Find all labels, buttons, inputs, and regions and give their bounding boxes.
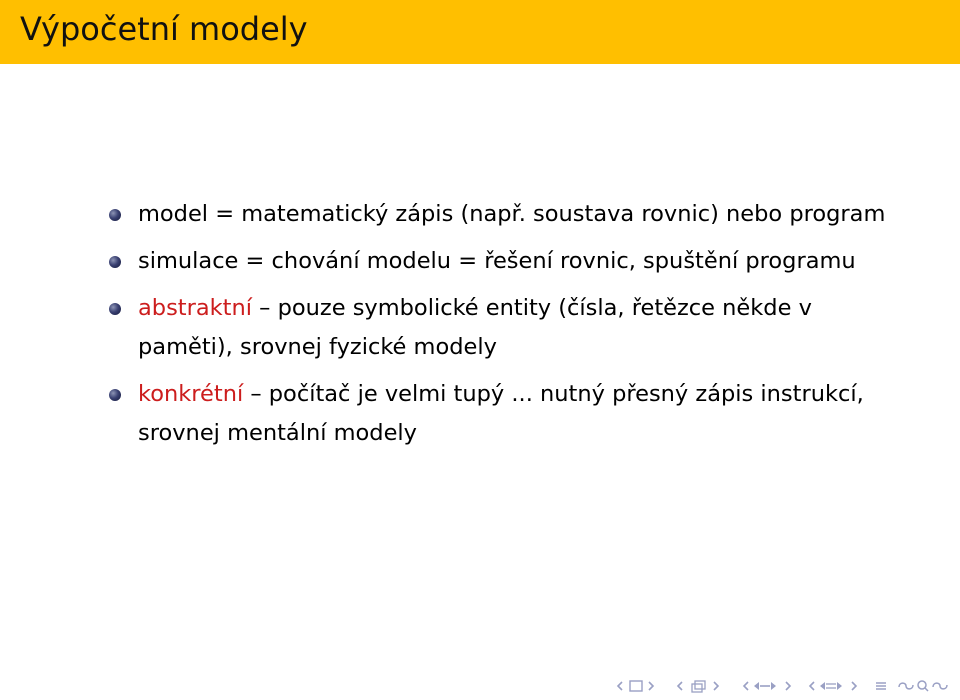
slide-nav-icon[interactable]: [808, 679, 864, 693]
bullet-icon: [109, 256, 121, 268]
section-nav-icon[interactable]: [742, 679, 798, 693]
item-term: konkrétní: [138, 381, 244, 407]
item-term: abstraktní: [138, 295, 253, 321]
bullet-icon: [109, 209, 121, 221]
slide-title: Výpočetní modely: [20, 10, 308, 48]
item-text: simulace = chování modelu = řešení rovnic, spuštění programu: [138, 248, 856, 274]
search-icon[interactable]: [898, 679, 948, 693]
bullet-icon: [109, 303, 121, 315]
subsection-nav-icon[interactable]: [676, 679, 732, 693]
item-text: – počítač je velmi tupý ... nutný přesný zápis instrukcí, srovnej mentální modely: [138, 381, 864, 446]
appendix-icon[interactable]: [874, 679, 888, 693]
bullet-icon: [109, 389, 121, 401]
list-item: [108, 375, 908, 453]
list-item: [108, 242, 908, 281]
item-text: – pouze symbolické entity (čísla, řetězce někde v paměti), srovnej fyzické modely: [138, 295, 812, 360]
item-text: model = matematický zápis (např. soustava rovnic) nebo program: [138, 201, 886, 227]
frame-nav-icon[interactable]: [616, 679, 666, 693]
title-bar: [0, 0, 960, 64]
list-item: [108, 195, 908, 234]
bullet-list: [108, 195, 908, 461]
list-item: [108, 289, 908, 367]
navigation-bar: [616, 676, 958, 696]
